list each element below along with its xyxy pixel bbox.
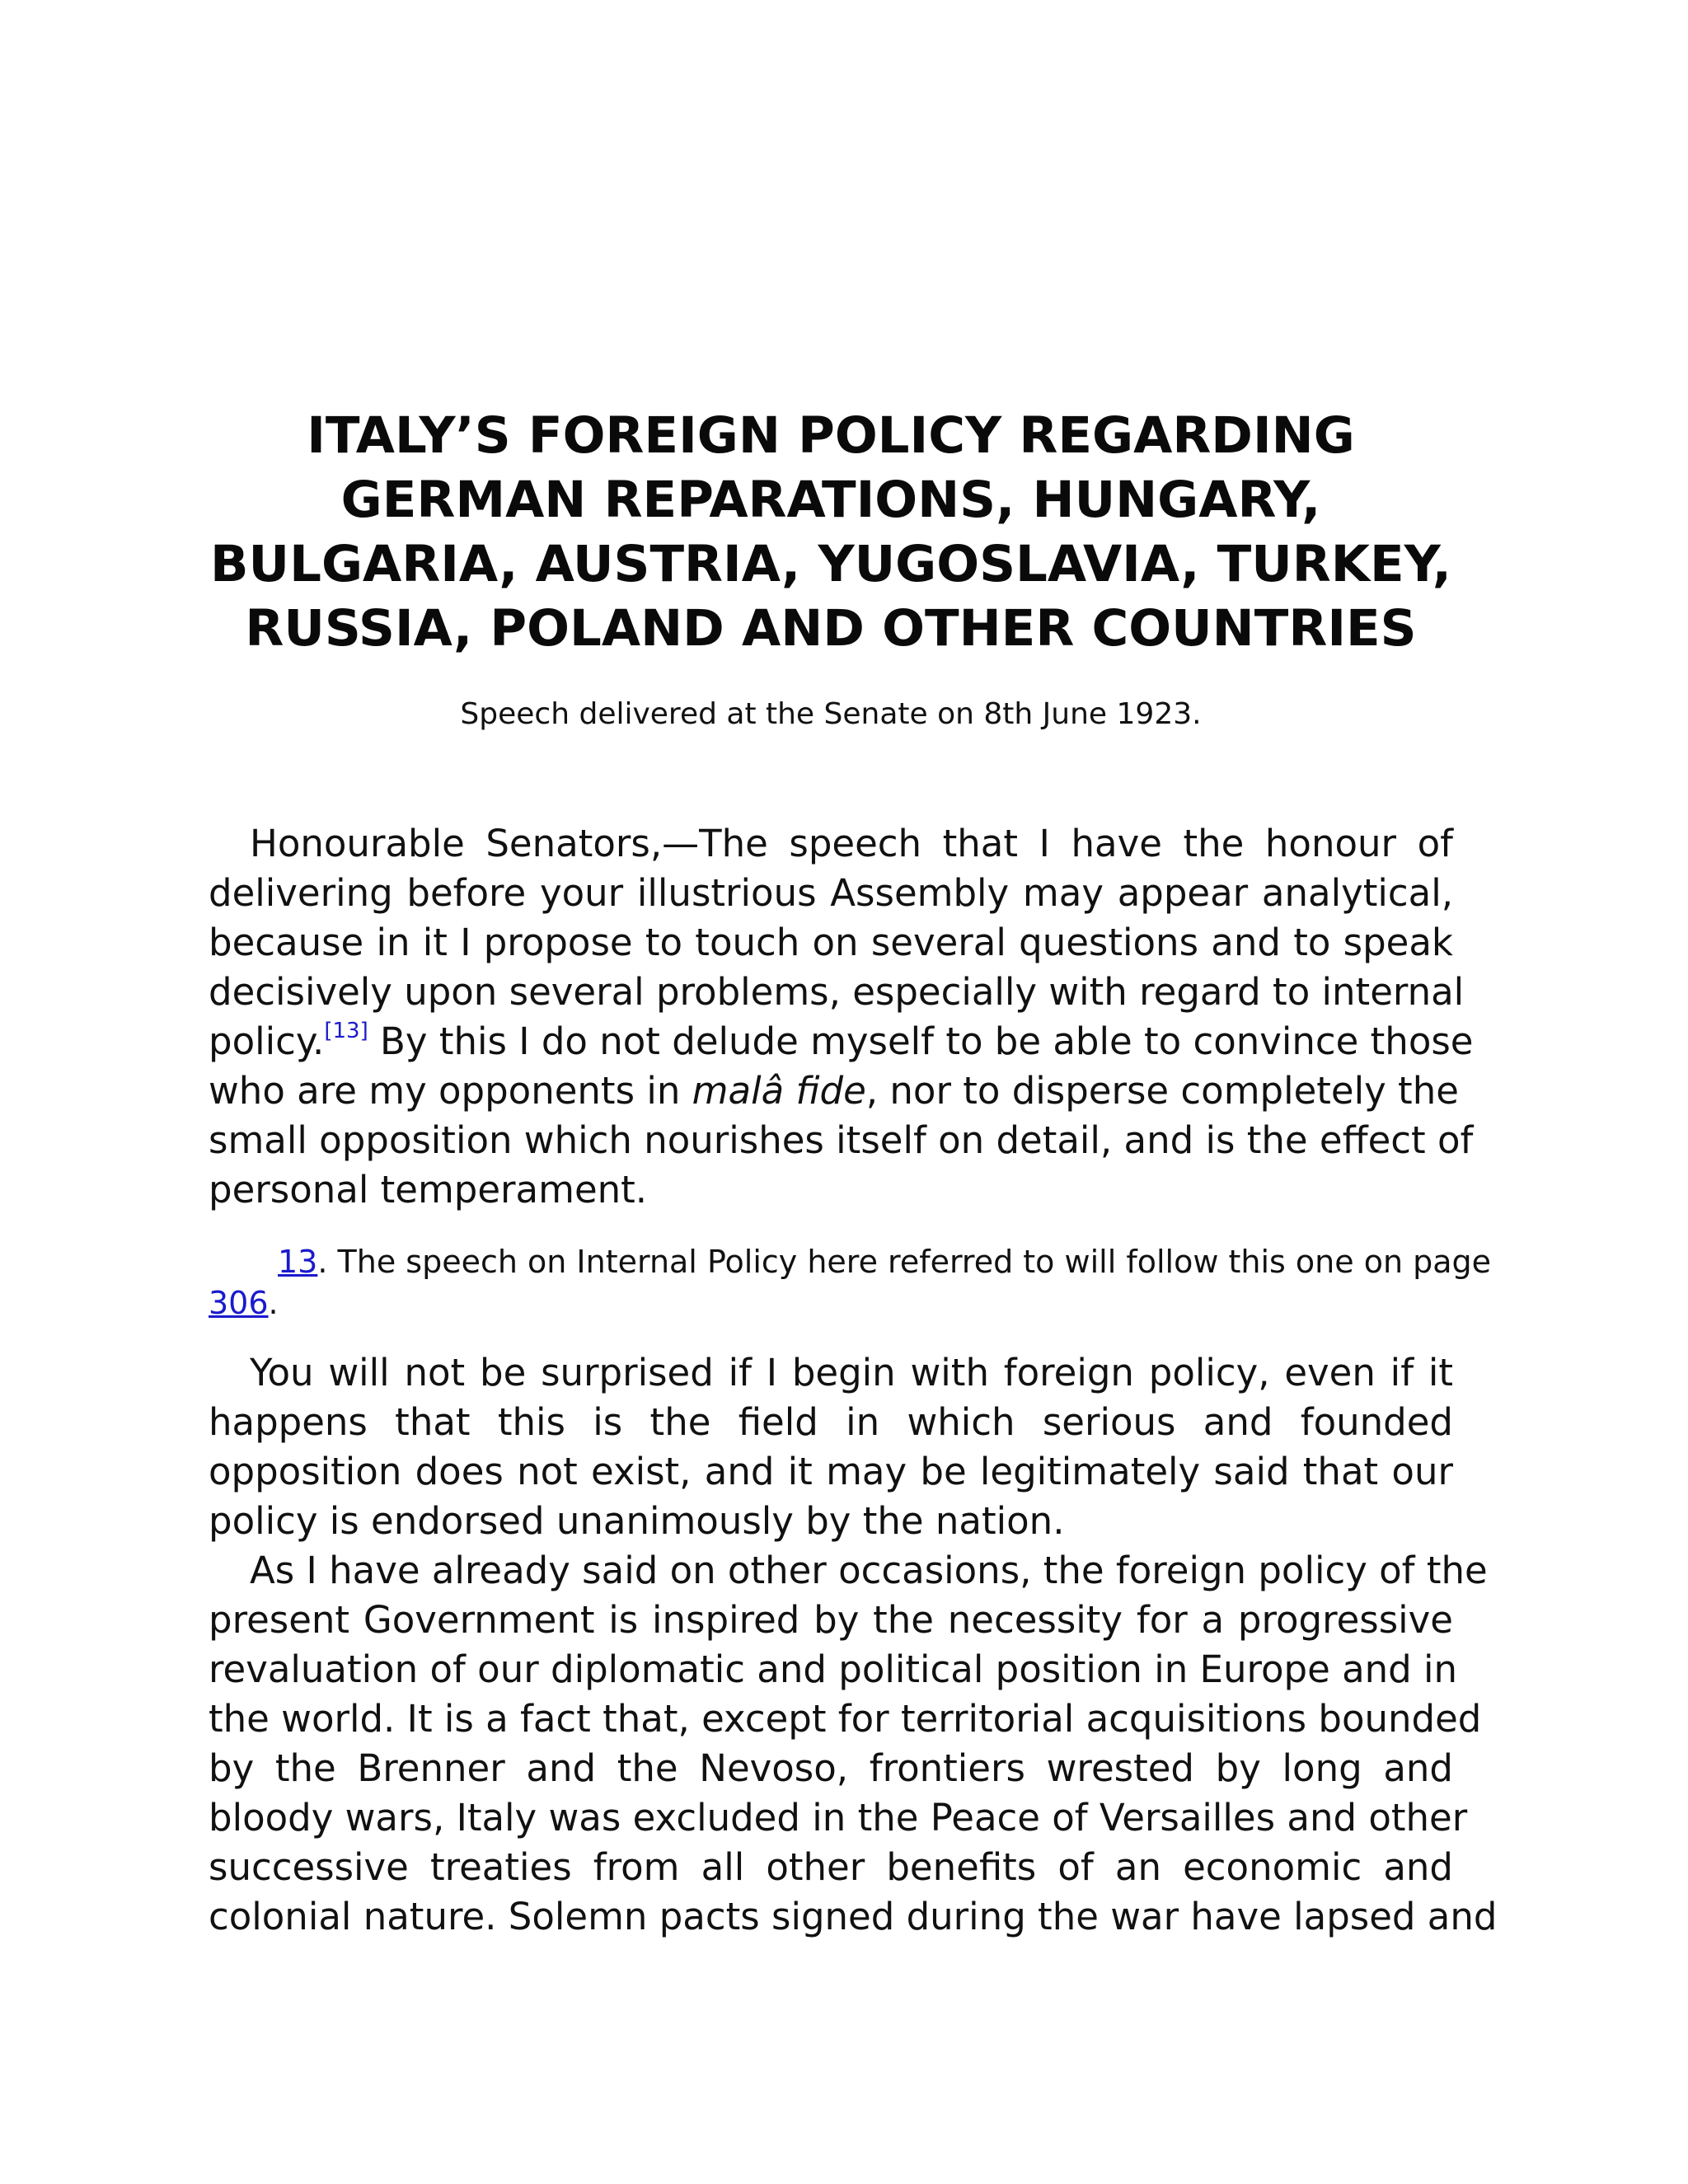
text-line: As I have already said on other occasions, the foreign policy of the [250, 1549, 1488, 1592]
text-line: policy is endorsed unanimously by the nation. [209, 1499, 1065, 1543]
text-line: because in it I propose to touch on several questions and to speak [209, 921, 1453, 964]
footnote-end: . [268, 1285, 279, 1321]
speech-subtitle: Speech delivered at the Senate on 8th June 1923. [460, 697, 1202, 731]
text-line: the world. It is a fact that, except for territorial acquisitions bounded [209, 1697, 1482, 1741]
footnote-reference-link[interactable]: [13] [324, 1019, 368, 1043]
text-line: by the Brenner and the Nevoso, frontiers wrested by long and [209, 1746, 1453, 1790]
footnote-text: . The speech on Internal Policy here referred to will follow this one on page [317, 1244, 1492, 1280]
paragraph-2 [209, 1348, 1453, 1546]
text-line: decisively upon several problems, especially with regard to internal [209, 970, 1465, 1014]
text-line: personal temperament. [209, 1168, 648, 1212]
footnote [209, 1241, 1492, 1324]
text-line: colonial nature. Solemn pacts signed during the war have lapsed and [209, 1895, 1498, 1938]
text-line: bloody wars, Italy was excluded in the Peace of Versailles and other [209, 1796, 1468, 1840]
text-line: small opposition which nourishes itself on detail, and is the effect of [209, 1118, 1474, 1162]
text-line: happens that this is the field in which serious and founded [209, 1400, 1453, 1444]
text-line: delivering before your illustrious Assembly may appear analytical, [209, 871, 1453, 915]
chapter-title-line: RUSSIA, POLAND AND OTHER COUNTRIES [245, 599, 1417, 658]
chapter-title-line: ITALY’S FOREIGN POLICY REGARDING [307, 406, 1355, 465]
text-span: policy. [209, 1019, 325, 1063]
text-line [209, 1066, 1459, 1116]
text-line: opposition does not exist, and it may be legitimately said that our [209, 1450, 1453, 1493]
page-link[interactable]: 306 [209, 1285, 269, 1321]
footnote-line [209, 1241, 1492, 1282]
text-span: who are my opponents in [209, 1069, 692, 1113]
chapter-title [209, 404, 1453, 661]
text-line [209, 1017, 1474, 1066]
text-line: You will not be surprised if I begin with foreign policy, even if it [250, 1351, 1453, 1394]
italic-phrase: malâ fide [692, 1069, 866, 1113]
text-line: Honourable Senators,—The speech that I have the honour of [250, 822, 1453, 865]
paragraph-3 [209, 1546, 1498, 1942]
text-span: By this I do not delude myself to be able to convince those [368, 1019, 1474, 1063]
text-span: , nor to disperse completely the [865, 1069, 1459, 1113]
chapter-title-line: GERMAN REPARATIONS, HUNGARY, [340, 471, 1321, 529]
text-line: successive treaties from all other benefits of an economic and [209, 1845, 1453, 1889]
chapter-title-line: BULGARIA, AUSTRIA, YUGOSLAVIA, TURKEY, [210, 535, 1451, 593]
footnote-line [209, 1282, 1453, 1324]
text-line: present Government is inspired by the necessity for a progressive [209, 1598, 1453, 1642]
paragraph-1 [209, 819, 1474, 1215]
text-line: revaluation of our diplomatic and political position in Europe and in [209, 1647, 1458, 1691]
footnote-number-link[interactable]: 13 [278, 1244, 318, 1280]
